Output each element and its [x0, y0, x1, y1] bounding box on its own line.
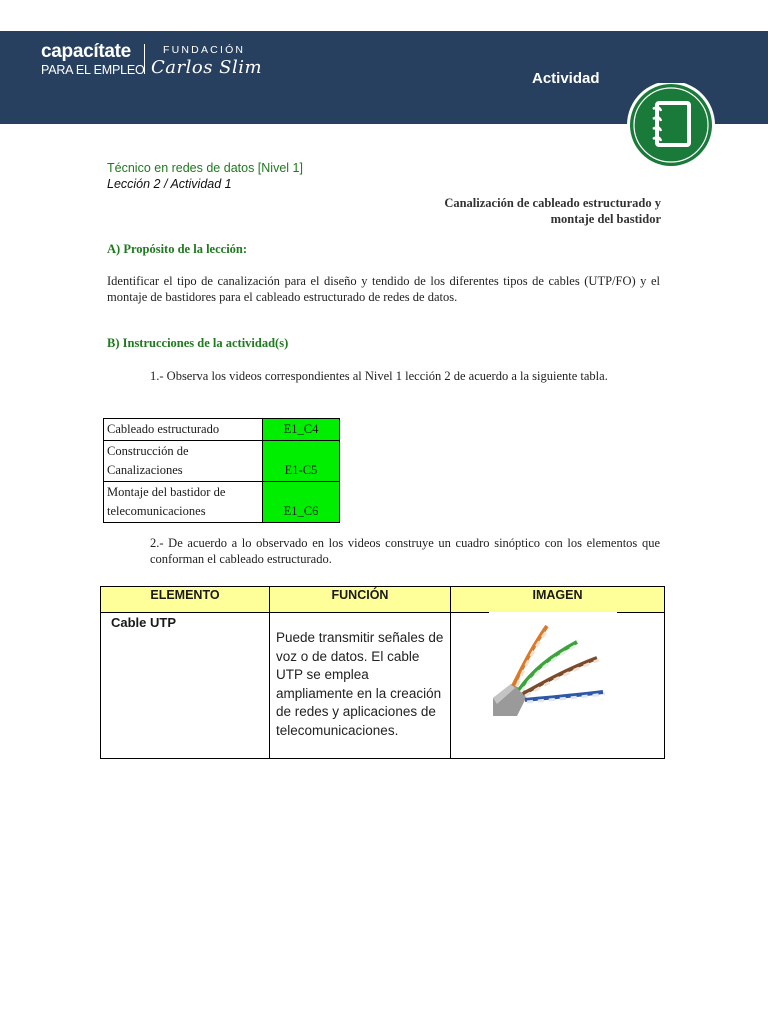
logo-capacitate: capacítate	[41, 41, 131, 62]
activity-label: Actividad	[532, 70, 600, 87]
notebook-icon	[625, 83, 717, 167]
activity-topic	[361, 195, 661, 227]
table-header-row	[101, 587, 665, 613]
logo-para-el-empleo: PARA EL EMPLEO	[41, 63, 145, 77]
lesson-label: Lección 2 / Actividad 1	[107, 177, 232, 191]
logo-divider	[144, 44, 145, 74]
video-topic: Construcción de Canalizaciones	[104, 441, 263, 482]
table-row	[101, 613, 665, 759]
utp-cable-photo	[489, 612, 617, 727]
synoptic-table	[100, 586, 665, 759]
video-topic: Cableado estructurado	[104, 419, 263, 441]
video-code: E1_C4	[263, 419, 340, 441]
logo-carlos-slim: Carlos Slim	[151, 57, 263, 78]
section-a-text: Identificar el tipo de canalización para el diseño y tendido de los diferentes tipos de cables (UTP/FO) y el montaje de bastidores para el cableado estructurado de redes de datos.	[107, 274, 660, 304]
column-header-elemento: ELEMENTO	[101, 587, 270, 613]
topic-line-1: Canalización de cableado estructurado y	[444, 196, 661, 210]
table-row	[104, 441, 340, 482]
table-row	[104, 482, 340, 523]
logo-fundacion: FUNDACIÓN	[163, 44, 246, 56]
video-topic: Montaje del bastidor de telecomunicaciones	[104, 482, 263, 523]
video-reference-table	[103, 418, 340, 523]
video-code: E1_C6	[263, 482, 340, 523]
image-cell	[451, 613, 665, 759]
section-a-title: A) Propósito de la lección:	[107, 242, 248, 256]
section-b-title: B) Instrucciones de la actividad(s)	[107, 336, 289, 350]
video-code: E1-C5	[263, 441, 340, 482]
topic-line-2: montaje del bastidor	[550, 212, 661, 226]
column-header-funcion: FUNCIÓN	[270, 587, 451, 613]
instruction-2: 2.- De acuerdo a lo observado en los videos construye un cuadro sinóptico con los elementos que conforman el cableado estructurado.	[150, 536, 660, 566]
function-cell: Puede transmitir señales de voz o de datos. El cable UTP se emplea ampliamente en la creación de redes y aplicaciones de telecomunicaciones.	[270, 613, 451, 759]
instruction-1: 1.- Observa los videos correspondientes al Nivel 1 lección 2 de acuerdo a la siguiente tabla.	[150, 369, 608, 383]
course-title: Técnico en redes de datos [Nivel 1]	[107, 161, 303, 175]
column-header-imagen: IMAGEN	[451, 587, 665, 613]
table-row	[104, 419, 340, 441]
element-cell: Cable UTP	[101, 613, 270, 759]
